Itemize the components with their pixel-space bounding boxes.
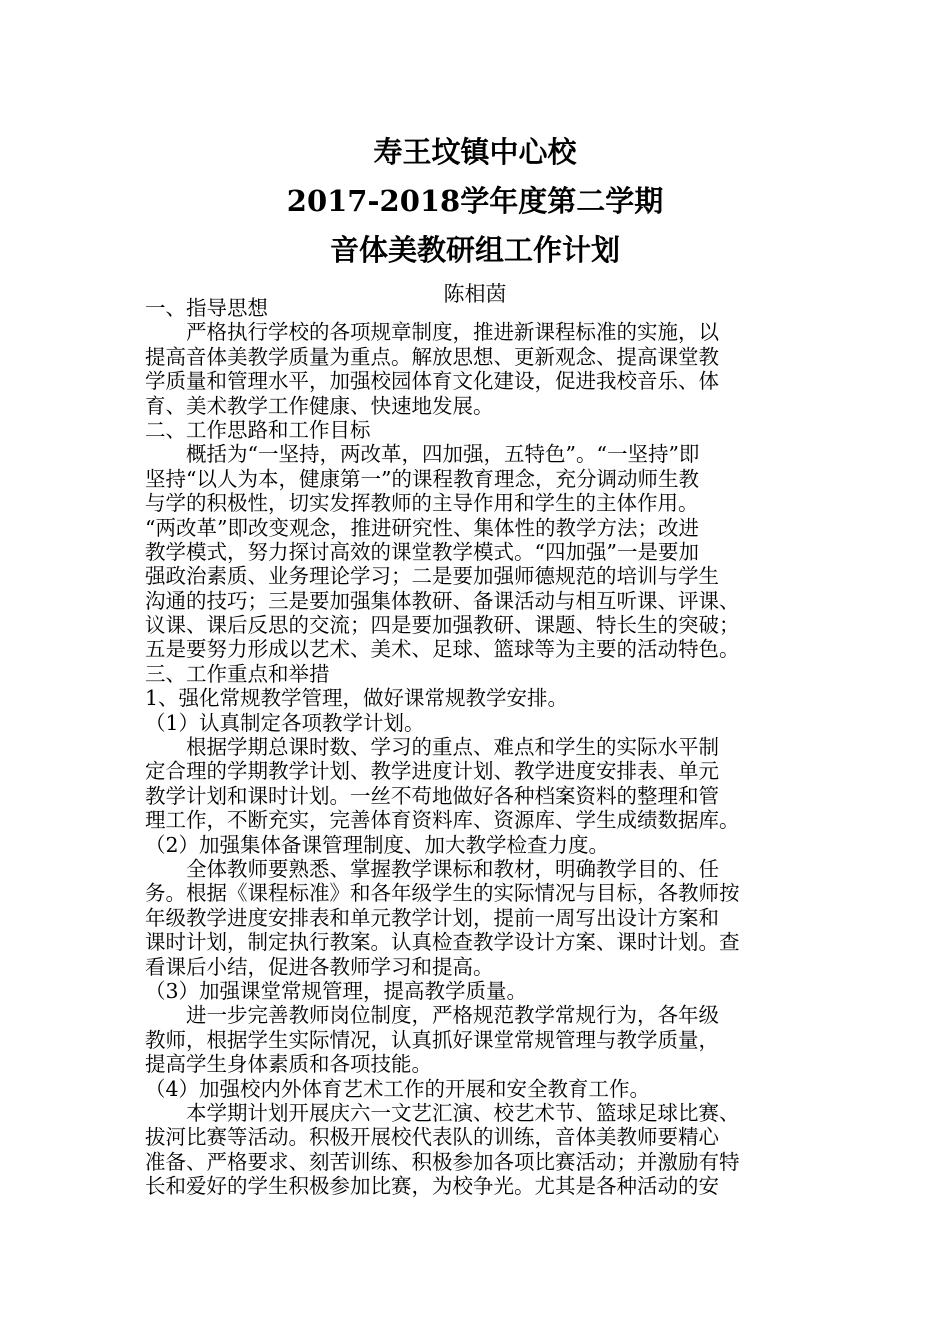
text-line: 全体教师要熟悉、掌握教学课标和教材，明确教学目的、任 (186, 856, 719, 881)
text-line: 育、美术教学工作健康、快速地发展。 (145, 393, 494, 418)
text-line: （3）加强课堂常规管理，提高教学质量。 (145, 978, 528, 1003)
text-line: 教学计划和课时计划。一丝不苟地做好各种档案资料的整理和管 (145, 783, 719, 808)
text-line: 提高音体美教学质量为重点。解放思想、更新观念、提高课堂教 (145, 344, 719, 369)
text-line: 提高学生身体素质和各项技能。 (145, 1052, 432, 1077)
text-line: 学质量和管理水平，加强校园体育文化建设，促进我校音乐、体 (145, 369, 719, 394)
title-block (0, 128, 950, 307)
text-line: 准备、严格要求、刻苦训练、积极参加各项比赛活动；并激励有特 (145, 1149, 740, 1174)
text-line: 议课、课后反思的交流；四是要加强教研、课题、特长生的突破； (145, 613, 740, 638)
text-line: “两改革”即改变观念，推进研究性、集体性的教学方法；改进 (145, 515, 699, 540)
text-line: 看课后小结，促进各教师学习和提高。 (145, 954, 494, 979)
text-line: 三、工作重点和举措 (145, 661, 330, 686)
author-name: 陈相茵 (443, 282, 507, 306)
text-line: 教学模式，努力探讨高效的课堂教学模式。“四加强”一是要加 (145, 539, 699, 564)
plan-title: 音体美教研组工作计划 (329, 233, 620, 267)
text-line: 本学期计划开展庆六一文艺汇演、校艺术节、篮球足球比赛、 (186, 1100, 740, 1125)
text-line: 强政治素质、业务理论学习；二是要加强师德规范的培训与学生 (145, 564, 719, 589)
text-line: 年级教学进度安排表和单元教学计划，提前一周写出设计方案和 (145, 905, 719, 930)
text-line: 一、指导思想 (145, 296, 268, 320)
text-line: 根据学期总课时数、学习的重点、难点和学生的实际水平制 (186, 735, 719, 760)
text-line: 教师，根据学生实际情况，认真抓好课堂常规管理与教学质量， (145, 1027, 719, 1052)
text-line: （2）加强集体备课管理制度、加大教学检查力度。 (145, 832, 610, 857)
school-name-title: 寿王坟镇中心校 (373, 135, 577, 169)
text-line: （4）加强校内外体育艺术工作的开展和安全教育工作。 (145, 1076, 651, 1101)
text-line: 定合理的学期教学计划、教学进度计划、教学进度安排表、单元 (145, 759, 719, 784)
text-line: 课时计划，制定执行教案。认真检查教学设计方案、课时计划。查 (145, 930, 740, 955)
text-line: 长和爱好的学生积极参加比赛，为校争光。尤其是各种活动的安 (145, 1174, 719, 1199)
text-line: 进一步完善教师岗位制度，严格规范教学常规行为，各年级 (186, 1003, 719, 1028)
text-line: 五是要努力形成以艺术、美术、足球、篮球等为主要的活动特色。 (145, 637, 740, 662)
text-line: 1、强化常规教学管理，做好课常规教学安排。 (145, 686, 569, 711)
text-line: 二、工作思路和工作目标 (145, 417, 371, 442)
term-title: 2017-2018学年度第二学期 (286, 184, 664, 218)
text-line: 严格执行学校的各项规章制度，推进新课程标准的实施，以 (186, 320, 719, 345)
text-line: 拔河比赛等活动。积极开展校代表队的训练，音体美教师要精心 (145, 1125, 719, 1150)
text-line: 概括为“一坚持，两改革，四加强，五特色”。“一坚持”即 (186, 442, 700, 467)
text-line: 与学的积极性，切实发挥教师的主导作用和学生的主体作用。 (145, 491, 699, 516)
text-line: （1）认真制定各项教学计划。 (145, 710, 425, 735)
text-line: 沟通的技巧；三是要加强集体教研、备课活动与相互听课、评课、 (145, 588, 740, 613)
body-text (145, 296, 810, 1198)
text-line: 务。根据《课程标准》和各年级学生的实际情况与目标，各教师按 (145, 881, 740, 906)
text-line: 理工作，不断充实，完善体育资料库、资源库、学生成绩数据库。 (145, 808, 740, 833)
text-line: 坚持“以人为本，健康第一”的课程教育理念，充分调动师生教 (145, 466, 699, 491)
